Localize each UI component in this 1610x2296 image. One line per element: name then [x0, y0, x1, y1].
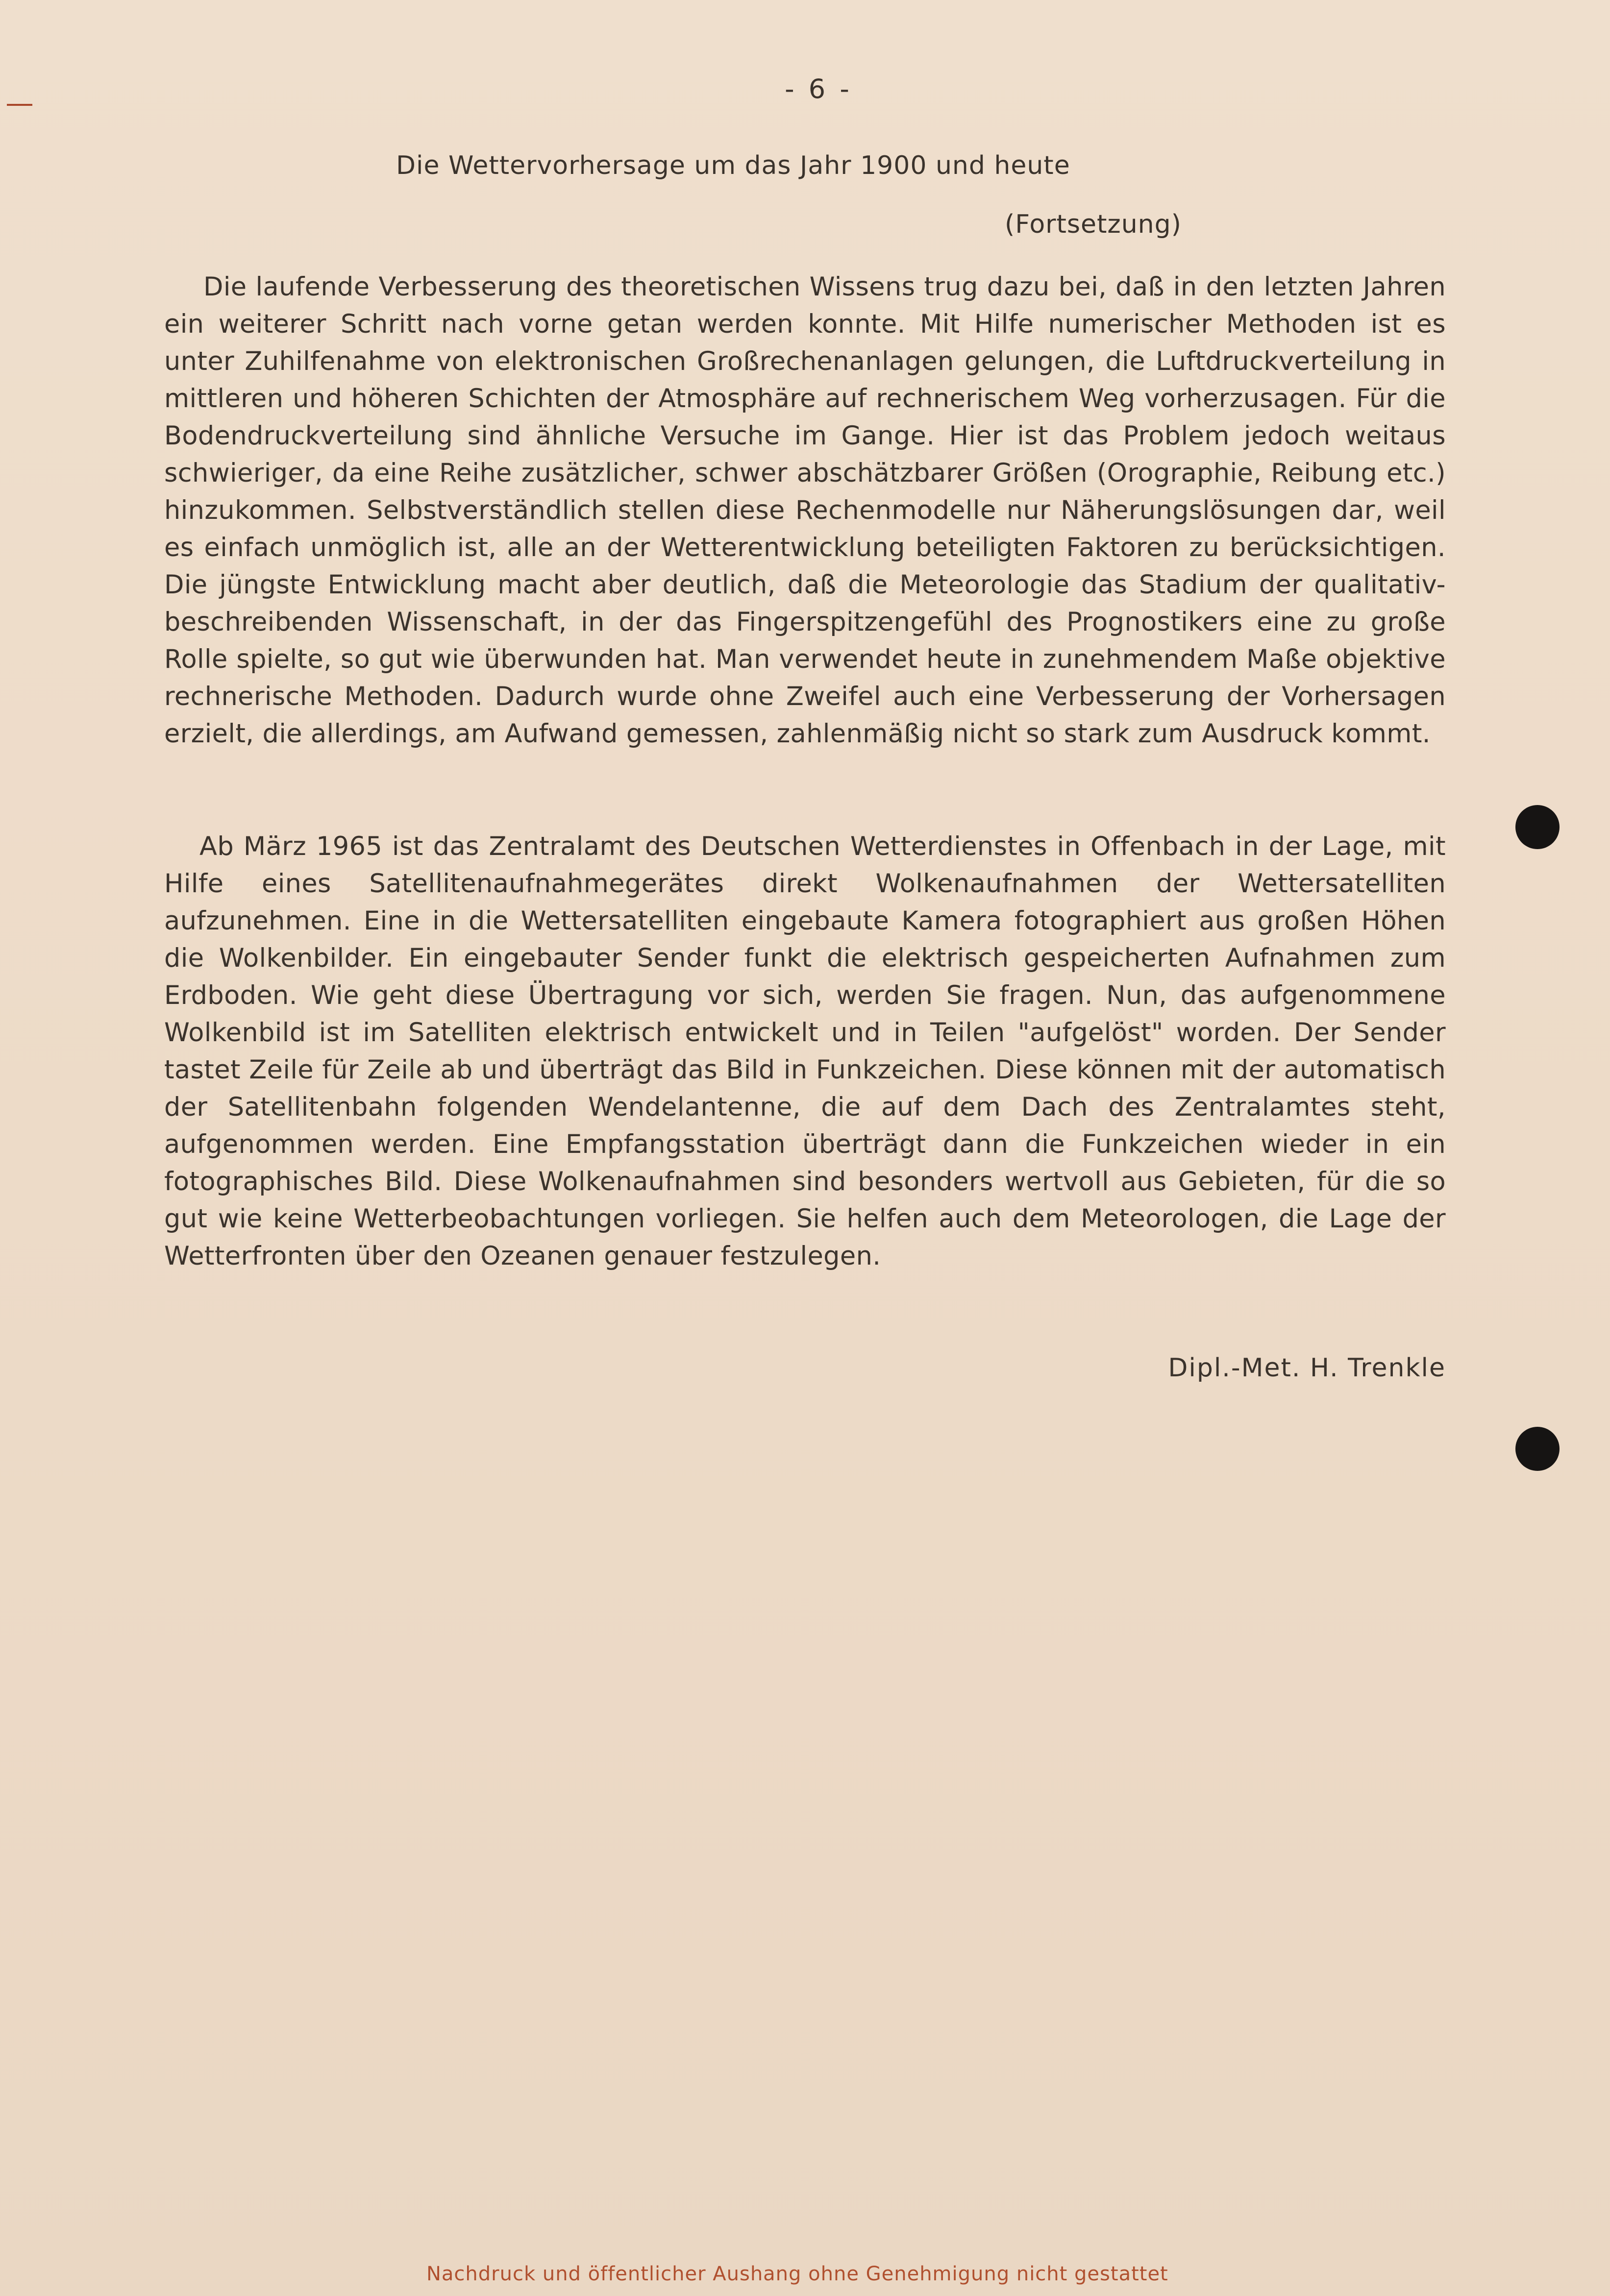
article-title: Die Wettervorhersage um das Jahr 1900 und heute — [396, 151, 1070, 180]
author-signature: Dipl.-Met. H. Trenkle — [1168, 1353, 1446, 1383]
punch-hole-lower — [1515, 1427, 1560, 1471]
copyright-footer: Nachdruck und öffentlicher Aushang ohne Genehmigung nicht gestattet — [426, 2263, 1168, 2285]
punch-hole-upper — [1515, 805, 1560, 849]
page-number: - 6 - — [785, 73, 852, 104]
paragraph-2: Ab März 1965 ist das Zentralamt des Deutschen Wetterdienstes in Offenbach in der Lage, mit Hilfe eines Satellitenaufnahmegerätes direkt Wolkenaufnahmen der Wettersatelliten aufzunehmen. Eine in die Wettersatelliten eingebaute Kamera fotographiert aus großen Höhen die Wolkenbilder. Ein eingebauter Sender funkt die elektrisch gespeicherten Aufnahmen zum Erdboden. Wie geht diese Übertragung vor sich, werden Sie fragen. Nun, das aufgenommene Wolkenbild ist im Satelliten elektrisch entwickelt und in Teilen "aufgelöst" worden. Der Sender tastet Zeile für Zeile ab und überträgt das Bild in Funkzeichen. Diese können mit der automatisch der Satellitenbahn folgenden Wendelantenne, die auf dem Dach des Zentralamtes steht, aufgenommen werden. Eine Empfangsstation überträgt dann die Funkzeichen wieder in ein fotographisches Bild. Diese Wolkenaufnahmen sind besonders wertvoll aus Gebieten, für die so gut wie keine Wetterbeobachtungen vorliegen. Sie helfen auch dem Meteorologen, die Lage der Wetterfronten über den Ozeanen genauer festzulegen. — [164, 831, 1446, 1271]
continuation-note: (Fortsetzung) — [1005, 210, 1182, 239]
paragraph-1: Die laufende Verbesserung des theoretischen Wissens trug dazu bei, daß in den letzten Jahren ein weiterer Schritt nach vorne getan werden konnte. Mit Hilfe numerischer Methoden ist es unter Zuhilfenahme von elektronischen Großrechenanlagen gelungen, die Luftdruckverteilung in mittleren und höheren Schichten der Atmosphäre auf rechnerischem Weg vorherzusagen. Für die Bodendruckverteilung sind ähnliche Versuche im Gange. Hier ist das Problem jedoch weitaus schwieriger, da eine Reihe zusätzlicher, schwer abschätzbarer Größen (Orographie, Reibung etc.) hinzukommen. Selbstverständlich stellen diese Rechenmodelle nur Näherungslösungen dar, weil es einfach unmöglich ist, alle an der Wetterentwicklung beteiligten Faktoren zu berücksichtigen. Die jüngste Entwicklung macht aber deutlich, daß die Meteorologie das Stadium der qualitativ-beschreibenden Wissenschaft, in der das Fingerspitzengefühl des Prognostikers eine zu große Rolle spielte, so gut wie überwunden hat. Man verwendet heute in zunehmendem Maße objektive rechnerische Methoden. Dadurch wurde ohne Zweifel auch eine Verbesserung der Vorhersagen erzielt, die allerdings, am Aufwand gemessen, zahlenmäßig nicht so stark zum Ausdruck kommt. — [164, 272, 1446, 749]
margin-mark — [7, 104, 32, 106]
